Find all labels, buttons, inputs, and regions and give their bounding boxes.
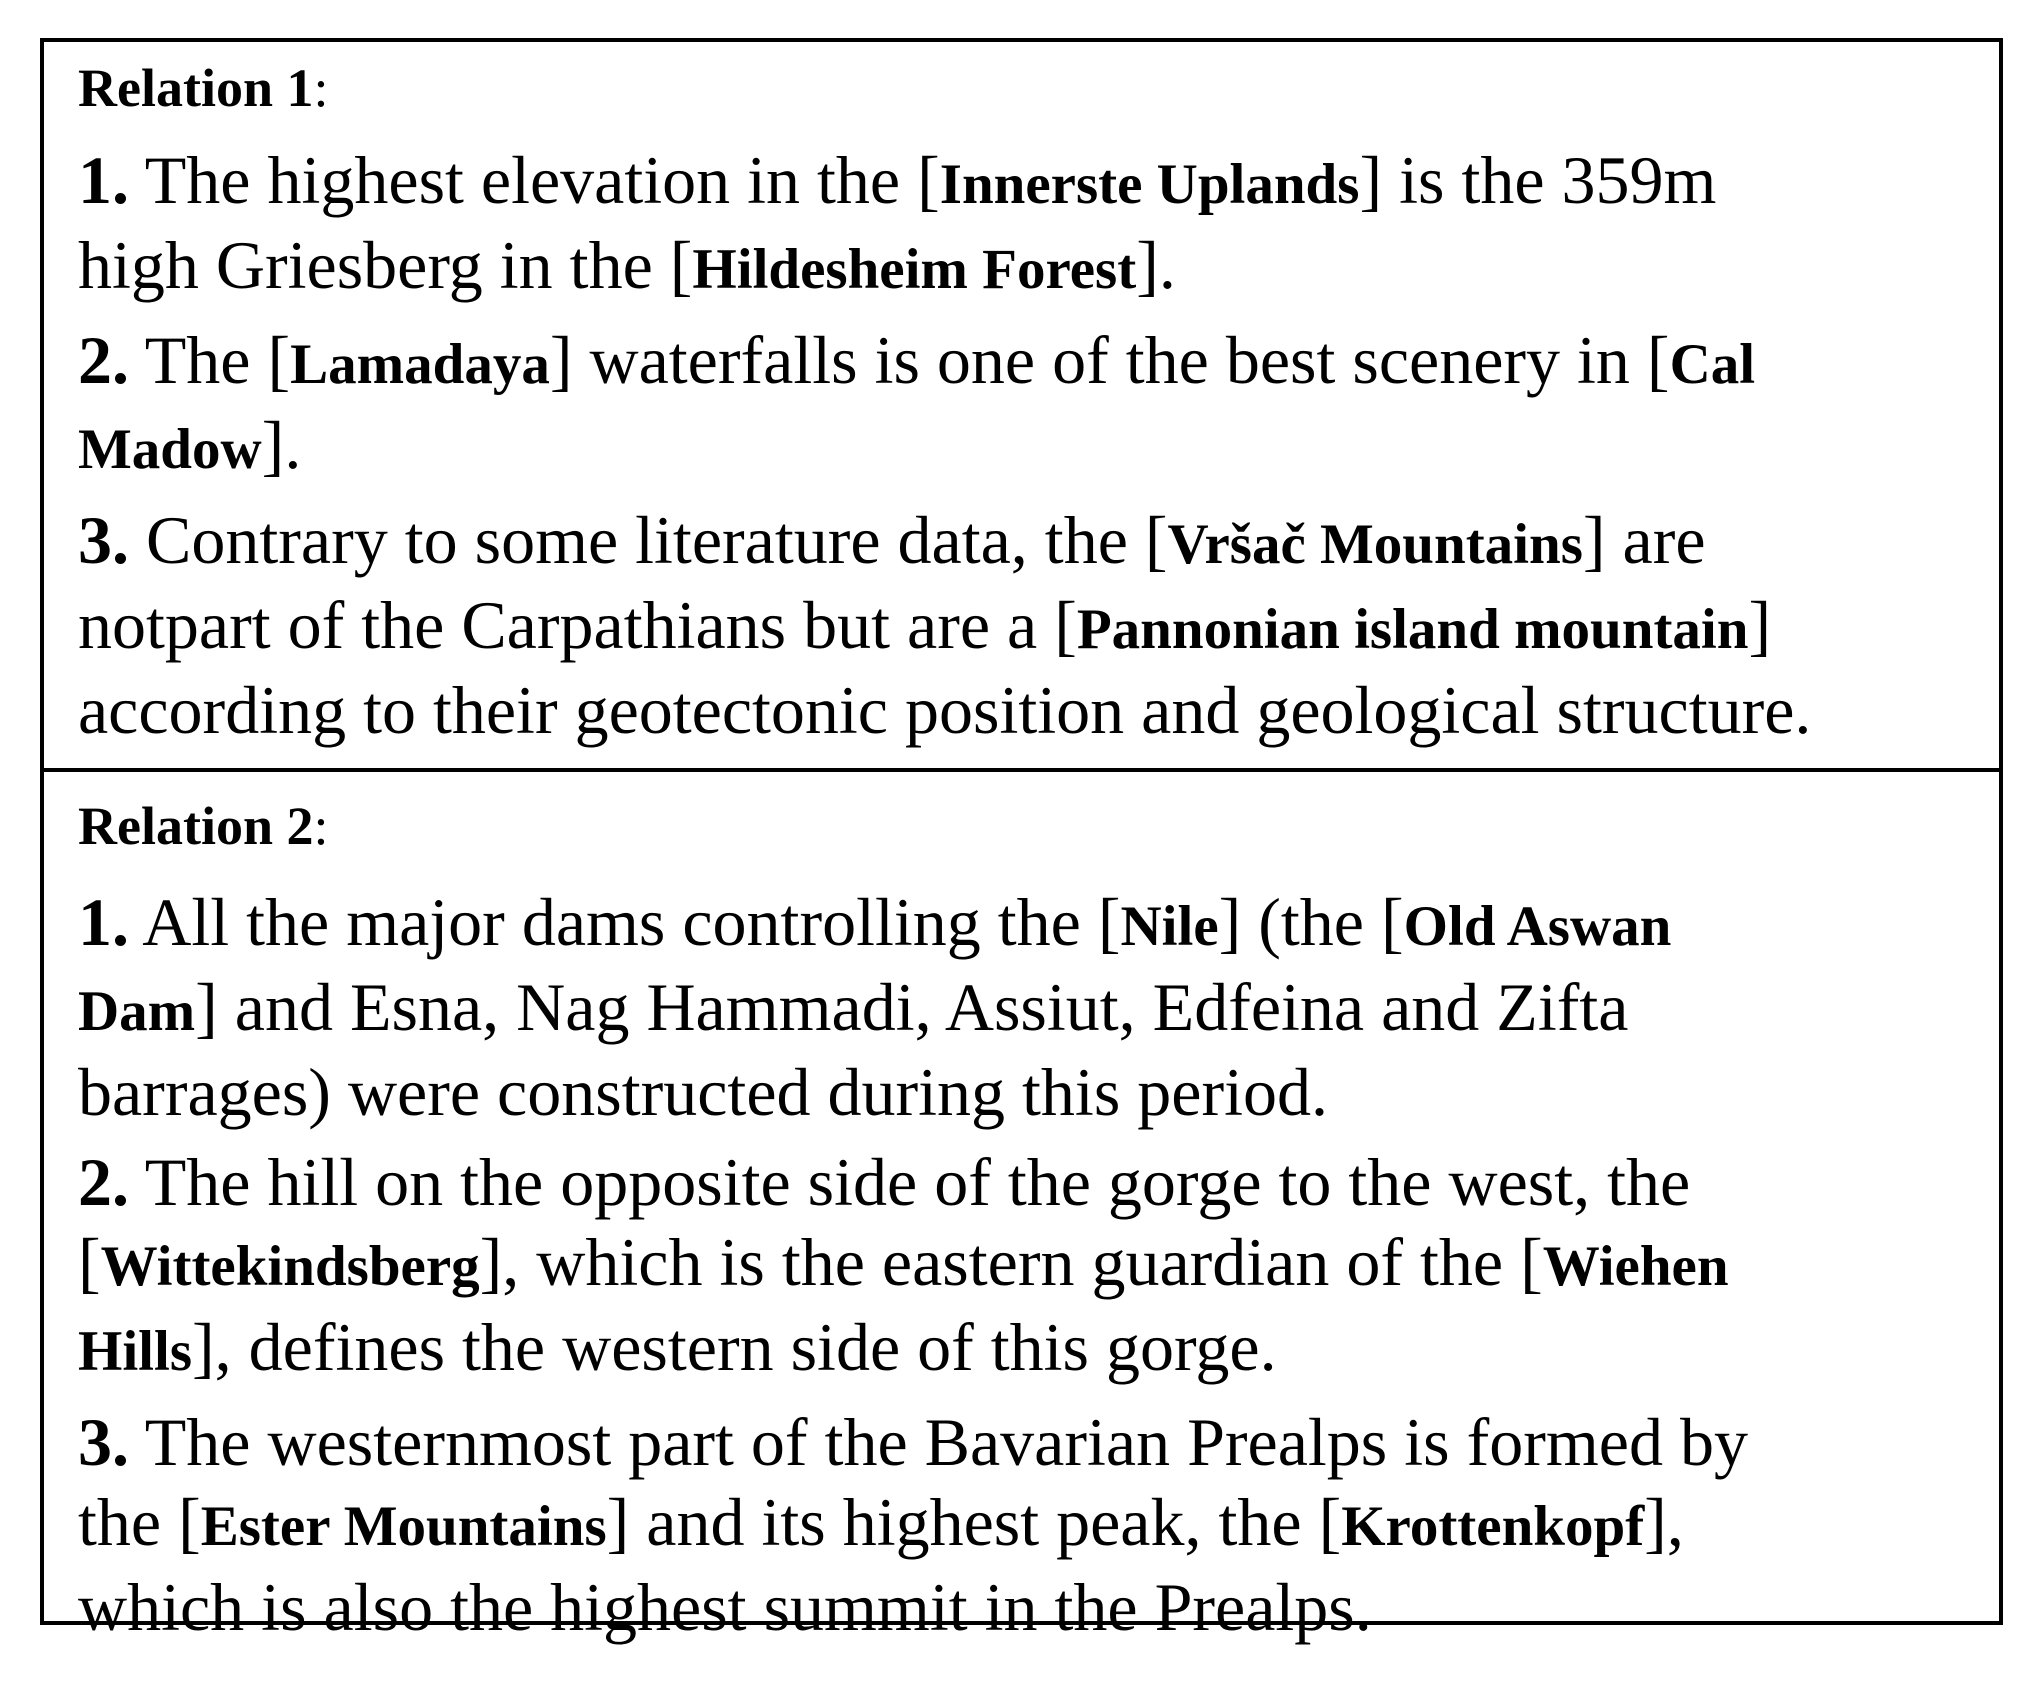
sentence-text: ].	[1136, 227, 1176, 303]
sentence-line	[78, 1222, 1973, 1307]
sentence-number: 2.	[78, 322, 129, 398]
sentence-line	[78, 140, 1973, 225]
entity-mention: Cal	[1669, 333, 1756, 396]
entity-mention: Hills	[78, 1320, 193, 1383]
entity-mention: Krottenkopf	[1341, 1495, 1645, 1558]
relation-1-heading	[78, 48, 1973, 140]
sentence-line	[78, 500, 1973, 585]
sentence-text: ] are	[1582, 502, 1706, 578]
entity-mention: Dam	[78, 980, 196, 1043]
sentence-number: 2.	[78, 1144, 129, 1220]
relation-2-cell	[44, 772, 1999, 1645]
entity-mention: Pannonian island mountain	[1076, 598, 1749, 661]
sentence-text: the [	[78, 1484, 201, 1560]
sentence-text: ] (the [	[1218, 884, 1404, 960]
sentence-text: ] is the 359m	[1359, 142, 1717, 218]
sentence-text: The westernmost part of the Bavarian Prealps is formed by	[129, 1404, 1748, 1480]
entity-mention: Innerste Uplands	[939, 153, 1360, 216]
example-sentence	[78, 1142, 1973, 1392]
relation-title: Relation 1	[78, 58, 314, 118]
example-sentence	[78, 1402, 1973, 1647]
sentence-line	[78, 585, 1973, 670]
relation-title-suffix: :	[313, 796, 329, 856]
sentence-number: 3.	[78, 502, 129, 578]
sentence-line	[78, 670, 1973, 750]
relation-title-suffix: :	[313, 58, 329, 118]
sentence-text: [	[78, 1224, 101, 1300]
sentence-line	[78, 1142, 1973, 1222]
sentence-text: ] waterfalls is one of the best scenery in [	[549, 322, 1670, 398]
sentence-text: barrages) were constructed during this period.	[78, 1054, 1328, 1130]
entity-mention: Ester Mountains	[200, 1495, 607, 1558]
sentence-number: 1.	[78, 884, 129, 960]
relation-2-heading	[78, 786, 1973, 882]
sentence-text: ]	[1748, 587, 1772, 663]
sentence-text: ].	[261, 407, 302, 483]
sentence-text: ],	[1644, 1484, 1684, 1560]
sentence-line	[78, 967, 1973, 1052]
entity-mention: Hildesheim Forest	[692, 238, 1137, 301]
sentence-text: The highest elevation in the [	[129, 142, 940, 218]
sentence-text: Contrary to some literature data, the [	[129, 502, 1168, 578]
sentence-text: ], which is the eastern guardian of the [	[479, 1224, 1543, 1300]
entity-mention: Vršač Mountains	[1167, 513, 1583, 576]
sentence-line	[78, 225, 1973, 310]
sentence-line	[78, 320, 1973, 405]
sentence-text: ] and its highest peak, the [	[606, 1484, 1342, 1560]
sentence-text: which is also the highest summit in the Prealps.	[78, 1569, 1372, 1645]
example-sentence	[78, 140, 1973, 310]
relation-2-items	[78, 882, 1973, 1647]
sentence-text: The [	[129, 322, 291, 398]
sentence-number: 3.	[78, 1404, 129, 1480]
relations-table	[40, 38, 2003, 1645]
sentence-line	[78, 405, 1973, 490]
sentence-text: notpart of the Carpathians but are a [	[78, 587, 1077, 663]
sentence-text: ], defines the western side of this gorge.	[192, 1309, 1277, 1385]
entity-mention: Madow	[78, 418, 262, 481]
entity-mention: Lamadaya	[290, 333, 550, 396]
sentence-line	[78, 882, 1973, 967]
sentence-line	[78, 1307, 1973, 1392]
sentence-line	[78, 1402, 1973, 1482]
relation-title: Relation 2	[78, 796, 314, 856]
example-sentence	[78, 882, 1973, 1132]
sentence-text: according to their geotectonic position and geological structure.	[78, 672, 1812, 748]
sentence-text: high Griesberg in the [	[78, 227, 693, 303]
sentence-text: All the major dams controlling the [	[129, 884, 1121, 960]
entity-mention: Old Aswan	[1403, 895, 1672, 958]
example-sentence	[78, 500, 1973, 750]
sentence-number: 1.	[78, 142, 129, 218]
sentence-line	[78, 1482, 1973, 1567]
sentence-text: The hill on the opposite side of the gorge to the west, the	[129, 1144, 1691, 1220]
relation-1-cell	[44, 42, 1999, 772]
entity-mention: Wiehen	[1542, 1235, 1729, 1298]
sentence-line	[78, 1052, 1973, 1132]
sentence-line	[78, 1567, 1973, 1647]
relation-1-items	[78, 140, 1973, 750]
example-sentence	[78, 320, 1973, 490]
sentence-text: ] and Esna, Nag Hammadi, Assiut, Edfeina and Zifta	[195, 969, 1629, 1045]
entity-mention: Nile	[1120, 895, 1219, 958]
entity-mention: Wittekindsberg	[100, 1235, 480, 1298]
